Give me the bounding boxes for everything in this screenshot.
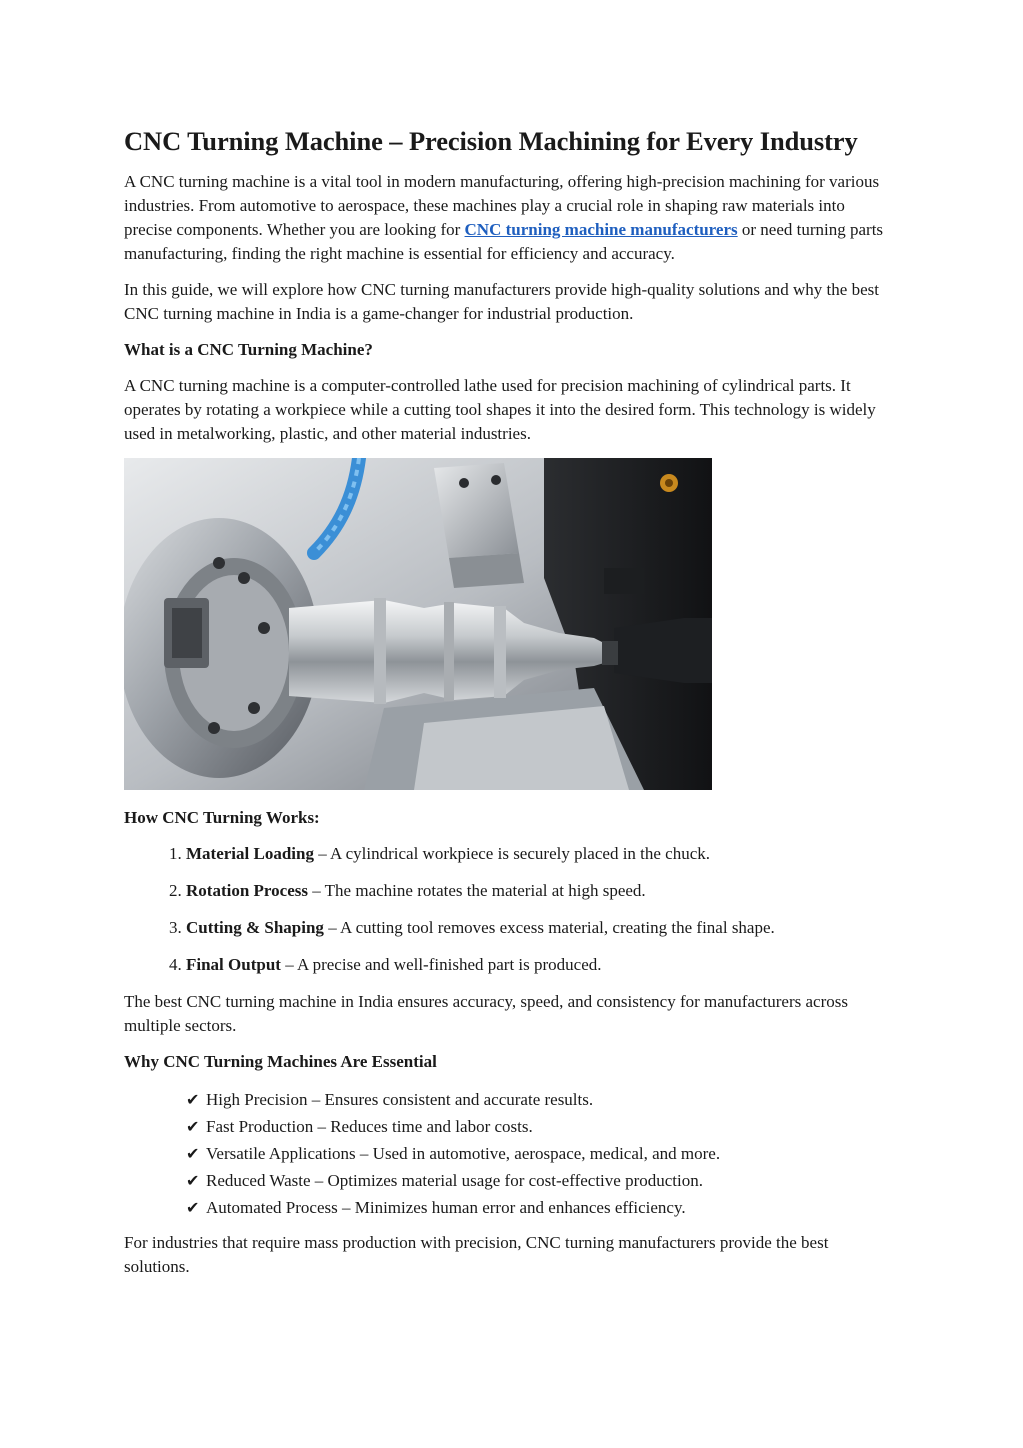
closing-paragraph: For industries that require mass production with precision, CNC turning manufacturers provide the best solutions.: [124, 1233, 829, 1276]
benefit-text: Automated Process – Minimizes human error and enhances efficiency.: [206, 1198, 686, 1217]
list-item: [186, 879, 894, 903]
step-desc: – A precise and well-finished part is produced.: [280, 955, 602, 974]
list-item: [186, 842, 894, 866]
step-term: Cutting & Shaping: [186, 918, 324, 937]
document-page: [124, 126, 894, 1291]
benefit-text: Fast Production – Reduces time and labor costs.: [206, 1117, 533, 1136]
steps-list: [124, 842, 894, 977]
page-title: CNC Turning Machine – Precision Machining for Every Industry: [124, 126, 858, 156]
check-icon: ✔: [186, 1117, 200, 1136]
intro-paragraph: [124, 170, 894, 266]
summary-paragraph: The best CNC turning machine in India ensures accuracy, speed, and consistency for manufacturers across multiple sectors.: [124, 992, 848, 1035]
benefits-list: [124, 1086, 894, 1221]
what-is-paragraph: A CNC turning machine is a computer-controlled lathe used for precision machining of cylindrical parts. It operates by rotating a workpiece while a cutting tool shapes it into the desired form. This technology is widely used in metalworking, plastic, and other material industries.: [124, 376, 876, 443]
what-is-heading: What is a CNC Turning Machine?: [124, 340, 373, 359]
step-term: Material Loading: [186, 844, 314, 863]
how-it-works-heading: How CNC Turning Works:: [124, 808, 320, 827]
check-icon: ✔: [186, 1198, 200, 1217]
step-desc: – The machine rotates the material at high speed.: [307, 881, 646, 900]
list-item: [186, 1167, 894, 1194]
list-item: [186, 1194, 894, 1221]
step-desc: – A cutting tool removes excess material, creating the final shape.: [323, 918, 775, 937]
cnc-lathe-photo: [124, 458, 712, 790]
check-icon: ✔: [186, 1090, 200, 1109]
list-item: [186, 1113, 894, 1140]
benefit-text: High Precision – Ensures consistent and accurate results.: [206, 1090, 594, 1109]
intro-text-before: A CNC turning machine is a vital tool in modern manufacturing, offering high-precision machining for various industries. From automotive to aerospace, these machines play a crucial role in shaping raw materials into precise components. Whether you are looking for: [124, 172, 880, 239]
list-item: [186, 1086, 894, 1113]
intro-text-after: or need turning parts manufacturing, finding the right machine is essential for efficiency and accuracy.: [124, 220, 884, 263]
check-icon: ✔: [186, 1171, 200, 1190]
step-desc: – A cylindrical workpiece is securely placed in the chuck.: [313, 844, 711, 863]
check-icon: ✔: [186, 1144, 200, 1163]
step-term: Final Output: [186, 955, 281, 974]
manufacturers-link[interactable]: CNC turning machine manufacturers: [464, 220, 738, 239]
benefit-text: Reduced Waste – Optimizes material usage for cost-effective production.: [206, 1171, 703, 1190]
list-item: [186, 953, 894, 977]
list-item: [186, 916, 894, 940]
benefit-text: Versatile Applications – Used in automotive, aerospace, medical, and more.: [206, 1144, 721, 1163]
step-term: Rotation Process: [186, 881, 308, 900]
guide-paragraph: In this guide, we will explore how CNC turning manufacturers provide high-quality solutions and why the best CNC turning machine in India is a game-changer for industrial production.: [124, 280, 879, 323]
why-essential-heading: Why CNC Turning Machines Are Essential: [124, 1052, 437, 1071]
list-item: [186, 1140, 894, 1167]
